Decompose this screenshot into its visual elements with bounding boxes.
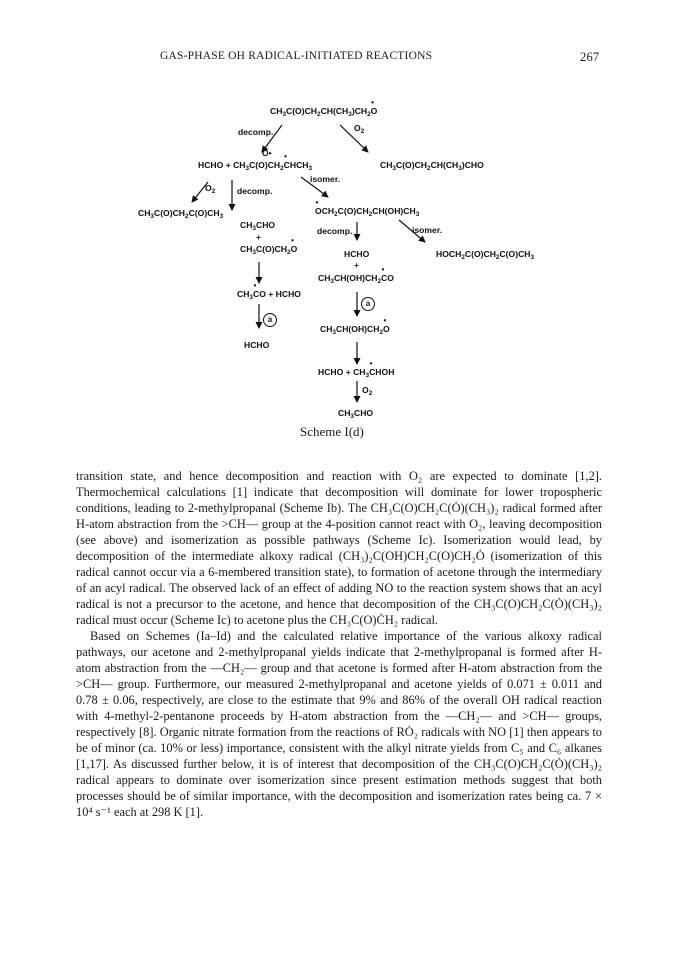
scheme-start-radical: $CH_3C(O)CH_2CH(CH_3)CH_2•$ O (270, 106, 377, 118)
scheme-hydroxy-propoxy: $CH_3CH(OH)CH_2•$ O (320, 324, 390, 336)
scheme-circle-a-2: a (361, 297, 375, 311)
scheme-o2-label-3: $O_2$ (362, 385, 373, 397)
scheme-isomer-label-1: isomer. (310, 174, 341, 184)
scheme-aldehyde-product: $CH_3C(O)CH_2CH(CH_3)CHO$ (380, 160, 484, 172)
paragraph-2: Based on Schemes (Ia–Id) and the calculated relative importance of the various alkoxy radical pathways, our acetone and 2-methylpropanal yields indicate that 2-methylpropanal is formed after H-atom abstraction from the —CH₂— group and that acetone is formed after H-atom abstraction from the >CH— group. Furthermore, our measured 2-methylpropanal and acetone yields of 0.071 ± 0.011 and 0.78 ± 0.06, respectively, are close to the estimate that 9% and 86% of the overall OH radical reaction with 4-methyl-2-pentanone proceeds by H-atom abstraction from the —CH₂— and >CH— groups, respectively [8]. Organic nitrate formation from the reactions of RȮ₂ radicals with NO [1] then appears to be of minor (ca. 10% or less) importance, consistent with the alkyl nitrate yields from C₅ and C₆ alkanes [1,17]. As discussed further below, it is of interest that decomposition of the CH₃C(O)CH₂C(Ȯ)(CH₃)₂ radical appears to dominate over isomerization since present estimation methods suggest that both processes should be of similar importance, with the decomposition and isomerization rates being ca. 7 × 10⁴ s⁻¹ each at 298 K [1]. (76, 629, 602, 819)
scheme-circle-a-1: a (263, 313, 277, 327)
scheme-plus-1: + (256, 232, 262, 242)
scheme-decomp-label-2: decomp. (237, 186, 273, 196)
scheme-diketone: $CH_3C(O)CH_2C(O)CH_3$ (138, 208, 224, 220)
scheme-caption: Scheme I(d) (300, 424, 364, 439)
scheme-hcho-1: HCHO (344, 249, 370, 259)
scheme-acetaldehyde-2: $CH_3CHO$ (338, 408, 374, 420)
scheme-hcho-ethanol-radical: HCHO + $CH_3•$ CHOH (318, 367, 394, 379)
scheme-hydroxy-alkoxy: • $OCH_2C(O)CH_2CH(OH)CH_3$ (315, 206, 419, 218)
scheme-hydroxy-acyl: $CH_3CH(OH)CH_2•$ CO (318, 273, 394, 285)
scheme-hcho-2: HCHO (244, 340, 270, 350)
scheme-decomp-products-1: HCHO + $CH_3C(O)CH_2•$ $CHCH_3$ (198, 160, 312, 172)
scheme-isomer-label-2: isomer. (412, 225, 443, 235)
scheme-decomp-label-3: decomp. (317, 226, 353, 236)
scheme-plus-2: + (354, 260, 360, 270)
body-text (76, 468, 602, 820)
page-number: 267 (580, 50, 600, 64)
paragraph-1: transition state, and hence decomposition and reaction with O₂ are expected to dominate [1,2]. Thermochemical calculations [1] indicate that decomposition will dominate for lower tropospheric conditions, leading to 2-methylpropanal (Scheme Ib). The CH₃C(O)CH₂C(Ȯ)(CH₃)₂ radical formed after H-atom abstraction from the >CH— group at the 4-position cannot react with O₂, leaving decomposition (see above) and isomerization as possible pathways (Scheme Ic). Isomerization would lead, by decomposition of the intermediate alkoxy radical (CH₃)₂C(OH)CH₂C(O)CH₂Ȯ (isomerization of this radical cannot occur via a 6-membered transition state), to formation of acetone through the intermediary of an acyl radical. The observed lack of an effect of adding NO to the reaction system shows that an acyl radical is not a precursor to the acetone, and hence that decomposition of the CH₃C(O)CH₂C(Ȯ)(CH₃)₂ radical must occur (Scheme Ic) to acetone plus the CH₃C(O)ĊH₂ radical. (76, 469, 602, 627)
scheme-acetyl-hcho: $CH_3•$ CO + HCHO (237, 289, 301, 301)
scheme-o2-dot-label: O• (262, 148, 272, 158)
running-title: GAS-PHASE OH RADICAL-INITIATED REACTIONS (160, 50, 433, 62)
scheme-o2-label-1: $O_2$ (354, 123, 365, 135)
scheme-o2-label-2: $O_2$ (205, 183, 216, 195)
scheme-acetaldehyde-1: $CH_3CHO$ (240, 220, 276, 232)
scheme-hydroxy-ketone: $HOCH_2C(O)CH_2C(O)CH_3$ (436, 249, 535, 261)
scheme-decomp-label-1: decomp. (238, 127, 274, 137)
scheme-acetonyloxy: $CH_3C(O)CH_2•$ O (240, 244, 297, 256)
